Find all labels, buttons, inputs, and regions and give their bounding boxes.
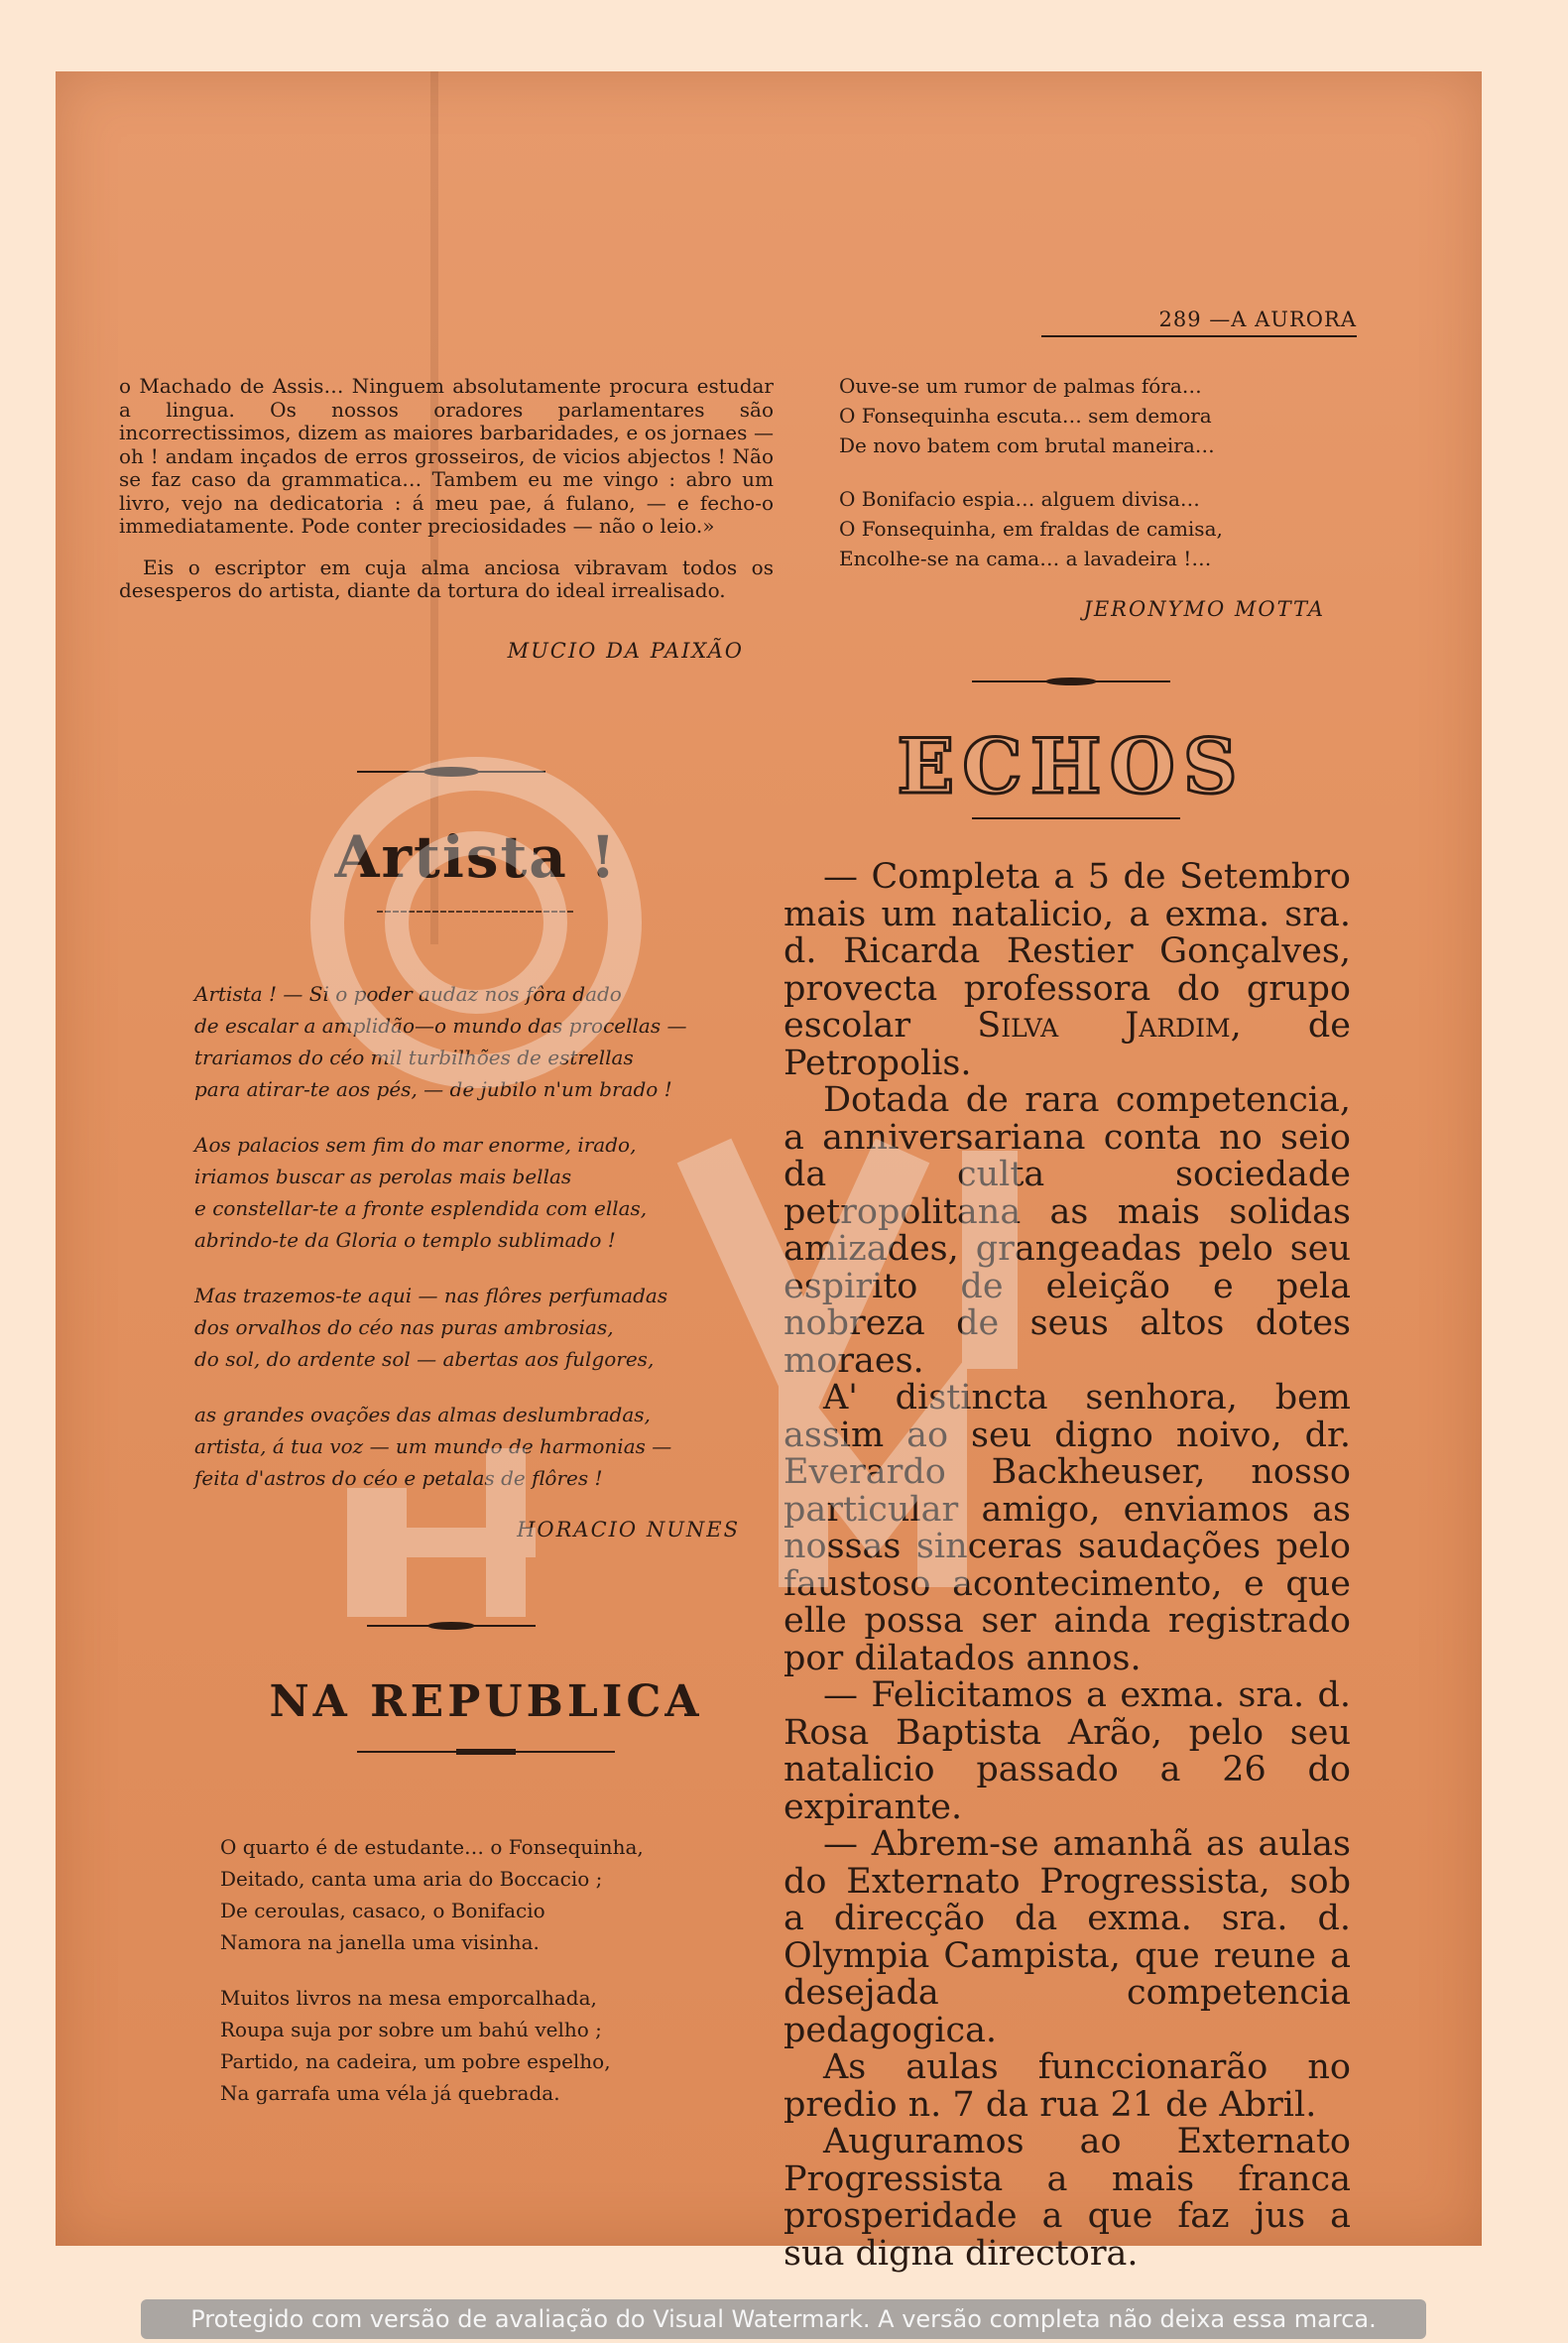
poem-republica-body (220, 1831, 756, 2133)
echos-paragraph: Auguramos ao Externato Progressista a mais franca prosperidade a que faz jus a sua digna directora. (784, 2122, 1351, 2274)
poem-line: trariamos do céo mil turbilhões de estrellas (194, 1046, 634, 1069)
title-rule (357, 1747, 615, 1757)
section-title-echos: ECHOS (897, 722, 1246, 810)
school-name: Silva Jardim (977, 1006, 1231, 1046)
poem-continuation (839, 371, 1355, 621)
verse-line: Ouve-se um rumor de palmas fóra… (839, 374, 1202, 398)
poem-line: Mas trazemos-te aqui — nas flôres perfumadas (194, 1284, 668, 1307)
poem-line: do sol, do ardente sol — abertas aos fulgores, (194, 1347, 655, 1371)
echos-paragraph: As aulas funccionarão no predio n. 7 da rua 21 de Abril. (784, 2047, 1351, 2125)
verse-line: O quarto é de estudante… o Fonsequinha, (220, 1835, 644, 1859)
poem-line: abrindo-te da Gloria o templo sublimado ! (194, 1228, 616, 1252)
poem-line: para atirar-te aos pés, — de jubilo n'um brado ! (194, 1077, 672, 1101)
continued-paragraph: o Machado de Assis… Ninguem absolutamente procura estudar a lingua. Os nossos oradores parlamentares são incorrectissimos, dizem as maiores barbaridades, e os jornaes — oh ! andam inçados de erros grosseiros, de vicios abjectos ! Não se faz caso da grammatica… Tambem eu me vingo : abro um livro, vejo na dedicatoria : á meu pae, á fulano, — e fecho-o immediatamente. Pode conter preciosidades — não o leio.» (119, 374, 774, 538)
poem-line: dos orvalhos do céo nas puras ambrosias, (194, 1315, 614, 1339)
poem-line: as grandes ovações das almas deslumbradas, (194, 1403, 651, 1426)
stanza (220, 1831, 756, 1958)
stanza (220, 1982, 756, 2109)
verse-line: O Bonifacio espia… alguem divisa… (839, 487, 1200, 511)
verse-line: Namora na janella uma visinha. (220, 1930, 540, 1954)
signature-horacio: HORACIO NUNES (517, 1518, 740, 1541)
poem-title-republica: NA REPUBLICA (269, 1676, 703, 1727)
echos-paragraph: — Felicitamos a exma. sra. d. Rosa Baptista Arão, pelo seu natalicio passado a 26 do expirante. (784, 1675, 1351, 1827)
echos-paragraph: — Abrem-se amanhã as aulas do Externato Progressista, sob a direcção da exma. sra. d. Olympia Campista, que reune a desejada competencia pedagogica. (784, 1824, 1351, 2050)
poem-line: Aos palacios sem fim do mar enorme, irado, (194, 1133, 637, 1157)
poem-line: iriamos buscar as perolas mais bellas (194, 1165, 572, 1188)
poem-republica (198, 1676, 774, 1757)
echos-text-segment: , de Petropolis. (784, 1006, 1351, 1083)
verse-line: Muitos livros na mesa emporcalhada, (220, 1986, 597, 2010)
verse-line: De novo batem com brutal maneira… (839, 433, 1215, 457)
verse-line: Deitado, canta uma aria do Boccacio ; (220, 1867, 603, 1891)
poem-line: artista, á tua voz — um mundo de harmonias — (194, 1434, 672, 1458)
poem-line: de escalar a amplidão—o mundo das procellas — (194, 1014, 687, 1038)
verse-line: Encolhe-se na cama… a lavadeira !… (839, 547, 1212, 570)
stanza (839, 484, 1355, 573)
poem-line: Artista ! — Si o poder audaz nos fôra dado (194, 982, 622, 1006)
closing-paragraph: Eis o escriptor em cuja alma anciosa vibravam todos os desesperos do artista, diante da tortura do ideal irrealisado. (119, 555, 774, 602)
poem-title-artista: Artista ! (334, 823, 618, 891)
watermark-logo (288, 734, 1101, 1627)
echos-paragraph: A' distincta senhora, bem assim ao seu digno noivo, dr. Everardo Backheuser, nosso particular amigo, enviamos as nossas sinceras saudações pelo faustoso acontecimento, e que elle possa ser ainda registrado por dilatados annos. (784, 1378, 1351, 1678)
divider-ornament (972, 675, 1170, 688)
signature-mucio: MUCIO DA PAIXÃO (507, 638, 744, 663)
echos-text-segment: — Completa a 5 de Setembro mais um natalicio, a exma. sra. d. Ricarda Restier Gonçalves, provecta professora do grupo escolar (784, 857, 1351, 1046)
echos-paragraph: Dotada de rara competencia, a anniversariana conta no seio da culta sociedade petropolitana as mais solidas amizades, grangeadas pelo seu espirito de eleição e pela nobreza de seus altos dotes moraes. (784, 1080, 1351, 1381)
verse-line: Roupa suja por sobre um bahú velho ; (220, 2018, 602, 2041)
left-column (119, 375, 774, 663)
stanza (839, 371, 1355, 460)
verse-line: O Fonsequinha escuta… sem demora (839, 404, 1212, 428)
signature-jeronymo: JERONYMO MOTTA (1083, 597, 1325, 621)
verse-line: Na garrafa uma véla já quebrada. (220, 2081, 560, 2105)
poem-line: feita d'astros do céo e petalas de flôres ! (194, 1466, 603, 1490)
verse-line: Partido, na cadeira, um pobre espelho, (220, 2049, 611, 2073)
verse-line: O Fonsequinha, em fraldas de camisa, (839, 517, 1223, 541)
running-head: 289 —A AURORA (1041, 308, 1357, 337)
verse-line: De ceroulas, casaco, o Bonifacio (220, 1899, 545, 1922)
watermark-notice: Protegido com versão de avaliação do Visual Watermark. A versão completa não deixa essa marca. (141, 2299, 1426, 2339)
poem-line: e constellar-te a fronte esplendida com ellas, (194, 1196, 648, 1220)
